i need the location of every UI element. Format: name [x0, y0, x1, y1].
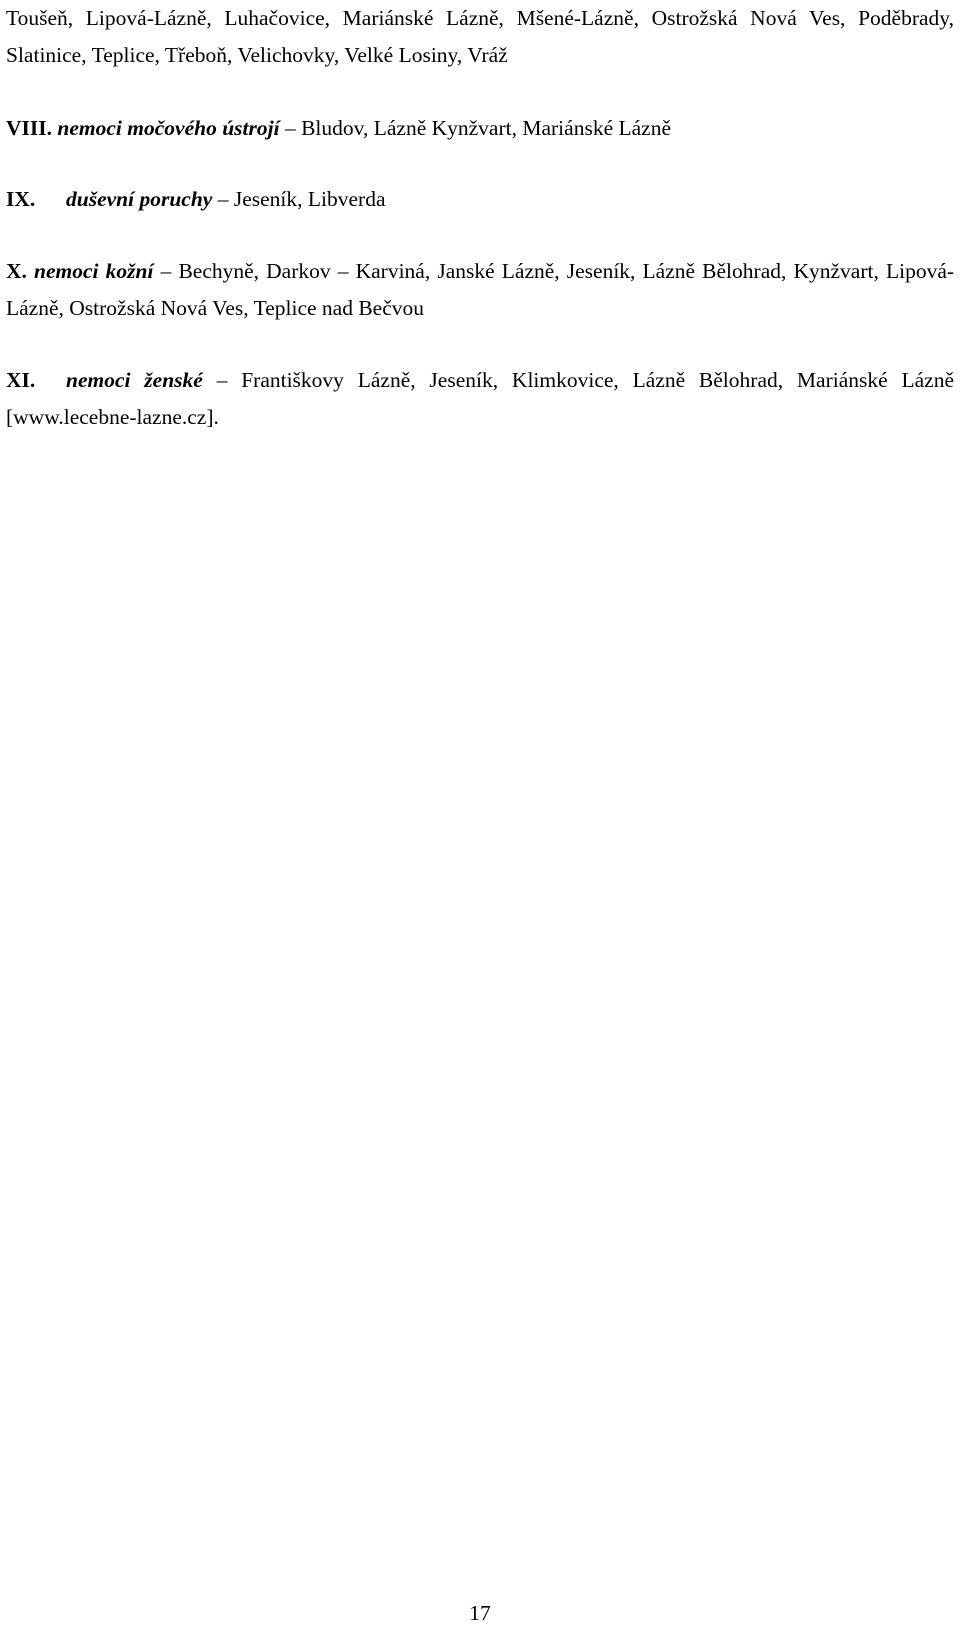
section-numeral: XI. — [6, 368, 36, 392]
section-x — [6, 253, 954, 327]
section-places: Bechyně, Darkov – Karviná, Janské Lázně, Jeseník, Lázně Bělohrad, Kynžvart, Lipová-Lázně, Ostrožská Nová Ves, Teplice nad Bečvou — [6, 259, 955, 320]
section-xi — [6, 362, 954, 436]
section-term: nemoci ženské — [66, 368, 203, 392]
section-places: Bludov, Lázně Kynžvart, Mariánské Lázně — [301, 116, 671, 140]
section-term: nemoci močového ústrojí — [57, 116, 280, 140]
section-dash: – — [216, 368, 228, 392]
section-numeral: IX. — [6, 187, 36, 211]
intro-paragraph: Toušeň, Lipová-Lázně, Luhačovice, Mariánské Lázně, Mšené-Lázně, Ostrožská Nová Ves, Poděbrady, Slatinice, Teplice, Třeboň, Velichovky, Velké Losiny, Vráž — [6, 6, 954, 67]
section-places: Jeseník, Libverda — [233, 187, 386, 211]
section-viii — [6, 110, 954, 147]
section-numeral: VIII. — [6, 116, 53, 140]
section-dash: – — [160, 259, 172, 283]
section-places: Františkovy Lázně, Jeseník, Klimkovice, Lázně Bělohrad, Mariánské Lázně [www.lecebne-lazne.cz]. — [6, 368, 954, 429]
section-dash: – — [284, 116, 296, 140]
section-term: nemoci kožní — [34, 259, 154, 283]
document-page — [6, 0, 954, 436]
page-number: 17 — [469, 1601, 491, 1625]
section-dash: – — [217, 187, 229, 211]
section-ix — [6, 181, 954, 218]
section-numeral: X. — [6, 259, 27, 283]
section-term: duševní poruchy — [66, 187, 213, 211]
